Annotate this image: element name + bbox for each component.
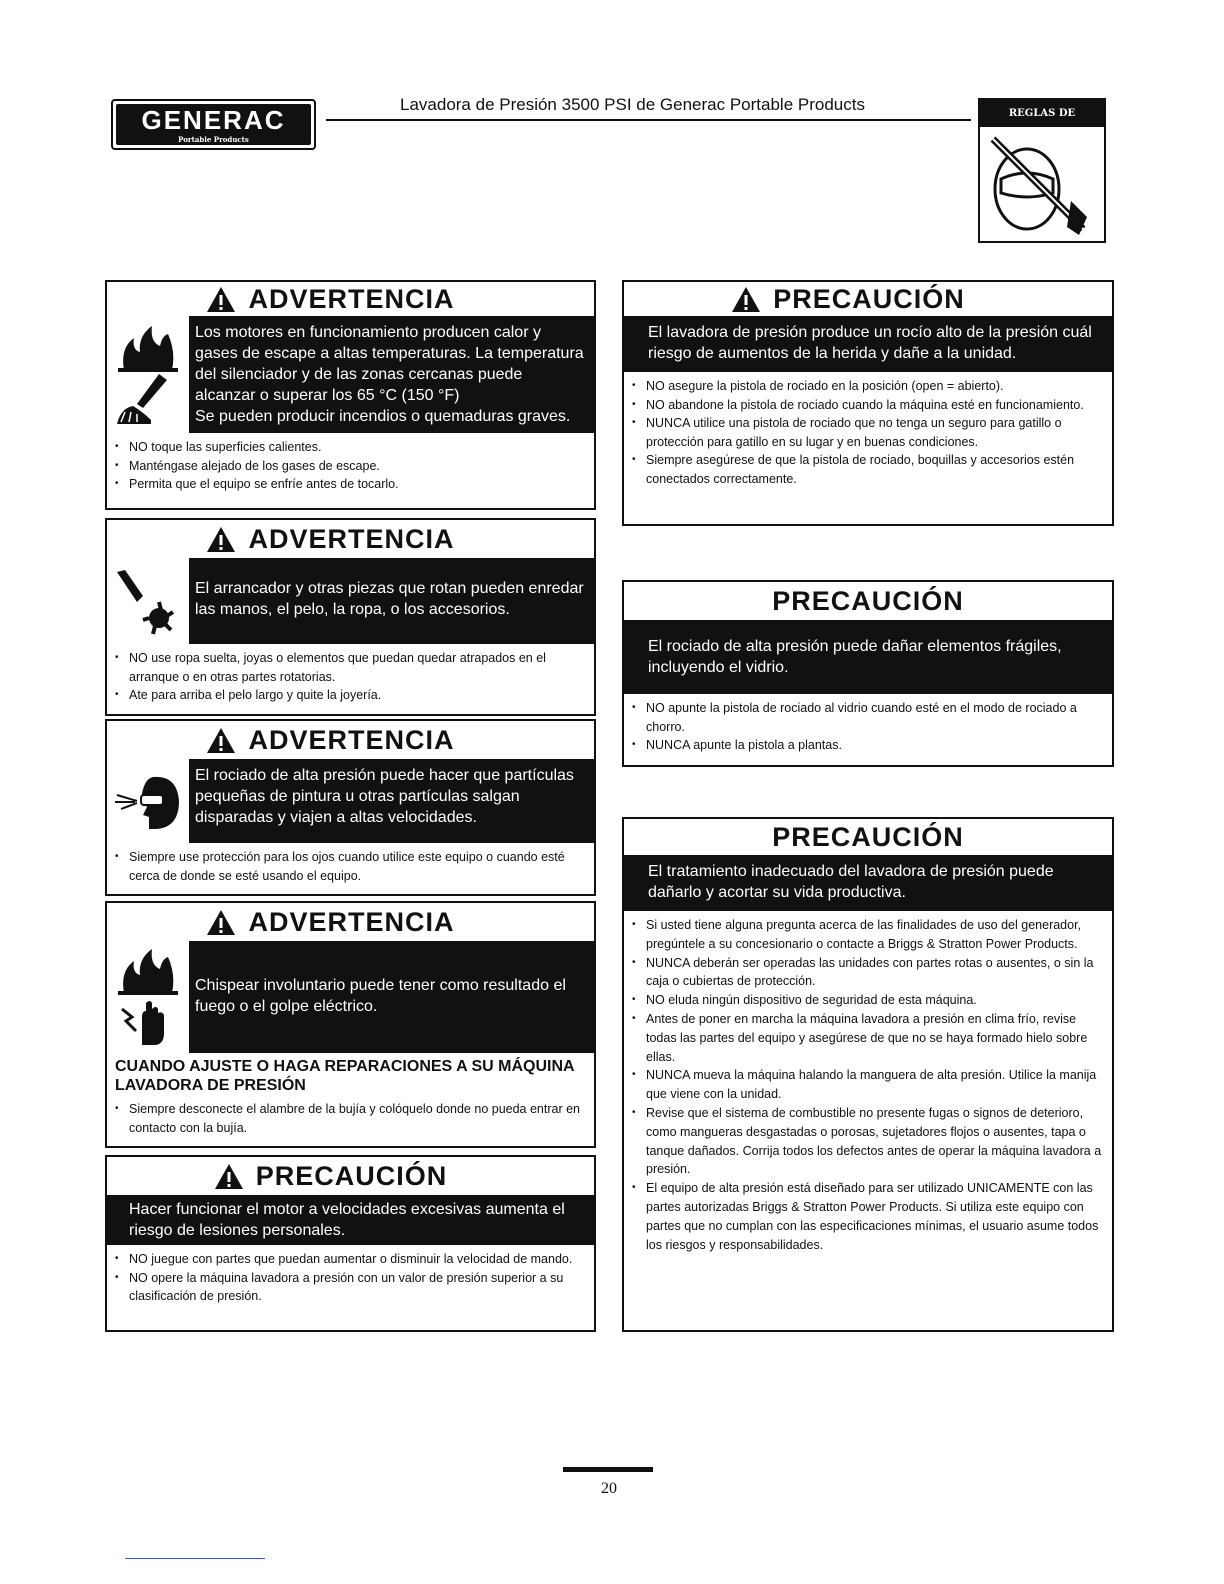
hazard-band [107,558,594,644]
caution-high-pressure-spray [622,280,1114,526]
instruction-list [107,433,594,498]
list-item: • NO eluda ningún dispositivo de seguridad de esta máquina. [632,991,1104,1010]
list-item: • Permita que el equipo se enfríe antes de tocarlo. [115,475,586,494]
list-item: • NO apunte la pistola de rociado al vidrio cuando esté en el modo de rociado a chorro. [632,699,1104,736]
list-item: • NO abandone la pistola de rociado cuando la máquina esté en funcionamiento. [632,396,1104,415]
hazard-description: El lavadora de presión produce un rocío alto de la presión cuál riesgo de aumentos de la herida y dañe a la unidad. [648,324,1092,362]
hazard-band [107,941,594,1053]
hazard-text [189,941,594,1053]
hazard-band [107,1195,594,1245]
list-item: • Siempre desconecte el alambre de la bujía y colóquelo donde no pueda entrar en contacto con la bujía. [115,1100,586,1137]
hazard-band [107,316,594,433]
hazard-band [624,620,1112,694]
hazard-consequence: Se pueden producir incendios o quemaduras graves. [195,408,571,425]
box-title-text: PRECAUCIÓN [772,585,964,616]
eye-protection-icon [113,771,183,831]
header-rule [326,119,971,121]
box-title [107,721,594,759]
hazard-description: Hacer funcionar el motor a velocidades excesivas aumenta el riesgo de lesiones personales. [129,1201,565,1239]
logo-name: GENERAC [141,105,286,135]
caution-fragile-items [622,580,1114,767]
list-item: • Si usted tiene alguna pregunta acerca de las finalidades de uso del generador, pregúntele a su concesionario o contacte a Briggs & Stratton Power Products. [632,916,1104,954]
list-item: • Siempre use protección para los ojos cuando utilice este equipo o cuando esté cerca de donde se esté usando el equipo. [115,848,586,885]
box-title-text: ADVERTENCIA [248,906,455,937]
box-title-text: ADVERTENCIA [248,523,455,554]
list-item: • NUNCA utilice una pistola de rociado que no tenga un seguro para gatillo o protección para gatillo en su lugar y en buenas condiciones. [632,414,1104,451]
hazard-description: El rociado de alta presión puede hacer que partículas pequeñas de pintura u otras partículas salgan disparadas y viajen a altas velocidades. [195,767,574,826]
box-title-text: PRECAUCIÓN [255,1160,448,1191]
list-item: • NUNCA apunte la pistola a plantas. [632,736,1104,755]
box-title [624,582,1112,620]
hazard-text [189,316,594,433]
hazard-description: El tratamiento inadecuado del lavadora de presión puede dañarlo y acortar su vida productiva. [648,863,1054,901]
hazard-text [189,759,594,843]
page-header-title: Lavadora de Presión 3500 PSI de Generac Portable Products [400,95,865,114]
warning-sparks [105,901,596,1148]
generac-logo [111,99,316,150]
box-title [107,282,594,316]
list-item: • NO asegure la pistola de rociado en la posición (open = abierto). [632,377,1104,396]
page-number: 20 [601,1480,617,1497]
instruction-list [624,694,1112,759]
list-item: • NO opere la máquina lavadora a presión con un valor de presión superior a su clasificación de presión. [115,1269,586,1306]
list-item: • NUNCA deberán ser operadas las unidades con partes rotas o ausentes, o sin la caja o cubiertas de protección. [632,954,1104,992]
warning-triangle-icon [206,909,236,936]
page-number-bar [563,1467,653,1472]
warning-hot-surfaces [105,280,596,510]
list-item: • Antes de poner en marcha la máquina lavadora a presión en clima frío, revise todas las partes del equipo y asegúrese de que no se haya formado hielo sobre ellas. [632,1010,1104,1066]
hand-entanglement-icon [113,566,183,636]
instruction-list [107,1245,594,1310]
list-item: • Siempre asegúrese de que la pistola de rociado, boquillas y accesorios estén conectados correctamente. [632,451,1104,488]
logo-subtitle: Portable Products [178,135,249,144]
instruction-list [107,1095,594,1141]
warning-triangle-icon [206,286,236,313]
instruction-list [624,911,1112,1258]
list-item: • NO use ropa suelta, joyas o elementos que puedan quedar atrapados en el arranque o en otras partes rotatorias. [115,649,586,686]
instruction-list [107,644,594,709]
hazard-band [107,759,594,843]
warning-triangle-icon [206,526,236,553]
box-title-text: ADVERTENCIA [248,724,455,755]
box-title-text: PRECAUCIÓN [773,283,965,314]
hazard-text [189,558,594,644]
fire-icon [118,324,178,372]
box-title [624,819,1112,855]
list-item: • NUNCA mueva la máquina halando la manguera de alta presión. Utilice la manija que viene con la unidad. [632,1066,1104,1104]
caution-improper-treatment [622,817,1114,1332]
warning-triangle-icon [214,1163,244,1190]
hazard-band [624,316,1112,372]
hazard-description: El rociado de alta presión puede dañar elementos frágiles, incluyendo el vidrio. [648,638,1062,676]
section-subheading: CUANDO AJUSTE O HAGA REPARACIONES A SU MÁQUINA LAVADORA DE PRESIÓN [115,1058,574,1094]
footer-rule [125,1558,265,1559]
hazard-description: Los motores en funcionamiento producen calor y gases de escape a altas temperaturas. La temperatura del silenciador y de las zonas cercanas puede alcanzar o superar los 65 °C (150 °F) [195,324,584,404]
hazard-band [624,855,1112,911]
list-item: • Manténgase alejado de los gases de escape. [115,457,586,476]
box-title [107,520,594,558]
box-title [107,1157,594,1195]
list-item: • El equipo de alta presión está diseñado para ser utilizado UNICAMENTE con las partes autorizadas Briggs & Stratton Power Products. Si utiliza este equipo con partes que no cumplan con las especificaciones mínimas, el usuario asume todos los riesgos y responsabilidades. [632,1179,1104,1254]
caution-engine-speed [105,1155,596,1332]
hazard-description: El arrancador y otras piezas que rotan pueden enredar las manos, el pelo, la ropa, o los accesorios. [195,580,584,618]
box-title-text: ADVERTENCIA [248,283,455,314]
warning-rotating-parts [105,518,596,716]
box-title-text: PRECAUCIÓN [772,821,964,852]
hazard-description: Chispear involuntario puede tener como resultado el fuego o el golpe eléctrico. [195,977,566,1015]
instruction-list [624,372,1112,492]
warning-flying-particles [105,719,596,896]
fire-icon [118,947,178,995]
box-title [624,282,1112,316]
list-item: • Ate para arriba el pelo largo y quite la joyería. [115,686,586,705]
hand-burn-icon [113,372,183,426]
list-item: • NO juegue con partes que puedan aumentar o disminuir la velocidad de mando. [115,1250,586,1269]
instruction-list [107,843,594,889]
hazard-icons [107,316,189,433]
list-item: • Revise que el sistema de combustible no presente fugas o signos de deterioro, como mangueras desgastadas o porosas, sujetadores flojos o ausentes, tapa o tanque dañados. Corrija todos los defectos antes de operar la máquina lavadora a presión. [632,1104,1104,1179]
warning-triangle-icon [731,286,761,313]
electric-shock-icon [118,995,178,1047]
box-title [107,903,594,941]
hazard-icons [107,558,189,644]
list-item: • NO toque las superficies calientes. [115,438,586,457]
badge-label: REGLAS DE SEGURIDAD [980,100,1104,127]
safety-rules-badge [978,98,1106,243]
warning-triangle-icon [206,727,236,754]
hazard-icons [107,759,189,843]
hazard-icons [107,941,189,1053]
